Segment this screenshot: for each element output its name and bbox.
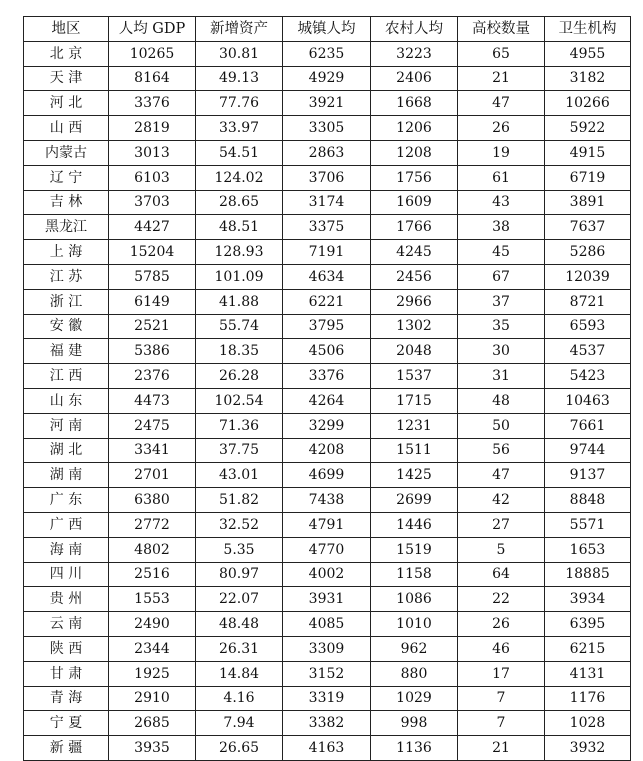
table-cell-new-assets: 18.35 xyxy=(196,339,283,364)
table-cell-rural-per-capita: 1715 xyxy=(371,388,458,413)
table-cell-health-institutions: 12039 xyxy=(545,264,631,289)
table-row xyxy=(24,736,631,761)
table-cell-region: 浙 江 xyxy=(24,289,109,314)
table-cell-university-count: 31 xyxy=(458,364,545,389)
table-cell-health-institutions: 1028 xyxy=(545,711,631,736)
table-cell-urban-per-capita: 7191 xyxy=(283,240,371,265)
column-header-urban-per-capita: 城镇人均 xyxy=(283,17,371,42)
table-row xyxy=(24,661,631,686)
table-cell-rural-per-capita: 1446 xyxy=(371,512,458,537)
table-cell-new-assets: 32.52 xyxy=(196,512,283,537)
table-cell-urban-per-capita: 4085 xyxy=(283,612,371,637)
table-row xyxy=(24,488,631,513)
table-cell-new-assets: 124.02 xyxy=(196,165,283,190)
table-cell-university-count: 48 xyxy=(458,388,545,413)
table-body xyxy=(24,41,631,760)
table-cell-urban-per-capita: 3375 xyxy=(283,215,371,240)
table-cell-new-assets: 26.65 xyxy=(196,736,283,761)
table-cell-region: 贵 州 xyxy=(24,587,109,612)
table-cell-region: 广 东 xyxy=(24,488,109,513)
table-cell-university-count: 19 xyxy=(458,140,545,165)
table-cell-rural-per-capita: 962 xyxy=(371,636,458,661)
table-cell-rural-per-capita: 880 xyxy=(371,661,458,686)
table-row xyxy=(24,165,631,190)
table-cell-health-institutions: 5922 xyxy=(545,116,631,141)
table-cell-gdp-per-capita: 2685 xyxy=(109,711,196,736)
table-cell-health-institutions: 9744 xyxy=(545,438,631,463)
table-cell-health-institutions: 1176 xyxy=(545,686,631,711)
table-cell-urban-per-capita: 6221 xyxy=(283,289,371,314)
table-cell-health-institutions: 5423 xyxy=(545,364,631,389)
table-cell-health-institutions: 7661 xyxy=(545,413,631,438)
table-cell-gdp-per-capita: 6103 xyxy=(109,165,196,190)
table-cell-new-assets: 71.36 xyxy=(196,413,283,438)
table-cell-health-institutions: 4537 xyxy=(545,339,631,364)
table-cell-new-assets: 5.35 xyxy=(196,537,283,562)
table-cell-university-count: 38 xyxy=(458,215,545,240)
table-cell-region: 安 徽 xyxy=(24,314,109,339)
table-cell-gdp-per-capita: 5386 xyxy=(109,339,196,364)
table-cell-university-count: 30 xyxy=(458,339,545,364)
table-cell-rural-per-capita: 1206 xyxy=(371,116,458,141)
table-cell-urban-per-capita: 4929 xyxy=(283,66,371,91)
table-cell-university-count: 37 xyxy=(458,289,545,314)
table-cell-urban-per-capita: 3299 xyxy=(283,413,371,438)
region-statistics-table xyxy=(23,16,631,761)
table-cell-new-assets: 43.01 xyxy=(196,463,283,488)
table-header xyxy=(24,17,631,42)
table-cell-region: 内蒙古 xyxy=(24,140,109,165)
table-cell-rural-per-capita: 1010 xyxy=(371,612,458,637)
table-cell-urban-per-capita: 4264 xyxy=(283,388,371,413)
table-cell-region: 陕 西 xyxy=(24,636,109,661)
table-row xyxy=(24,711,631,736)
table-cell-gdp-per-capita: 3013 xyxy=(109,140,196,165)
table-cell-rural-per-capita: 2048 xyxy=(371,339,458,364)
table-cell-urban-per-capita: 3382 xyxy=(283,711,371,736)
table-cell-rural-per-capita: 1668 xyxy=(371,91,458,116)
table-cell-university-count: 35 xyxy=(458,314,545,339)
table-cell-university-count: 7 xyxy=(458,686,545,711)
table-cell-region: 四 川 xyxy=(24,562,109,587)
table-cell-rural-per-capita: 1766 xyxy=(371,215,458,240)
table-cell-gdp-per-capita: 5785 xyxy=(109,264,196,289)
table-cell-health-institutions: 10463 xyxy=(545,388,631,413)
table-cell-urban-per-capita: 3795 xyxy=(283,314,371,339)
table-cell-gdp-per-capita: 2475 xyxy=(109,413,196,438)
table-cell-gdp-per-capita: 2701 xyxy=(109,463,196,488)
table-cell-rural-per-capita: 2406 xyxy=(371,66,458,91)
table-cell-region: 江 西 xyxy=(24,364,109,389)
table-cell-urban-per-capita: 3174 xyxy=(283,190,371,215)
table-cell-university-count: 26 xyxy=(458,116,545,141)
table-cell-new-assets: 37.75 xyxy=(196,438,283,463)
table-row xyxy=(24,240,631,265)
table-row xyxy=(24,438,631,463)
table-cell-rural-per-capita: 2456 xyxy=(371,264,458,289)
table-row xyxy=(24,463,631,488)
table-cell-university-count: 5 xyxy=(458,537,545,562)
table-cell-health-institutions: 8721 xyxy=(545,289,631,314)
table-cell-university-count: 21 xyxy=(458,66,545,91)
table-cell-rural-per-capita: 1756 xyxy=(371,165,458,190)
table-cell-urban-per-capita: 4634 xyxy=(283,264,371,289)
table-cell-region: 上 海 xyxy=(24,240,109,265)
table-cell-rural-per-capita: 1136 xyxy=(371,736,458,761)
header-row xyxy=(24,17,631,42)
table-cell-region: 黑龙江 xyxy=(24,215,109,240)
table-cell-gdp-per-capita: 4427 xyxy=(109,215,196,240)
table-cell-new-assets: 51.82 xyxy=(196,488,283,513)
table-cell-rural-per-capita: 1537 xyxy=(371,364,458,389)
table-cell-health-institutions: 6395 xyxy=(545,612,631,637)
table-cell-new-assets: 102.54 xyxy=(196,388,283,413)
table-cell-gdp-per-capita: 4473 xyxy=(109,388,196,413)
table-cell-region: 辽 宁 xyxy=(24,165,109,190)
table-cell-new-assets: 28.65 xyxy=(196,190,283,215)
table-cell-rural-per-capita: 1302 xyxy=(371,314,458,339)
table-cell-health-institutions: 4955 xyxy=(545,41,631,66)
table-row xyxy=(24,562,631,587)
table-cell-health-institutions: 3891 xyxy=(545,190,631,215)
table-cell-region: 河 北 xyxy=(24,91,109,116)
table-cell-rural-per-capita: 1511 xyxy=(371,438,458,463)
table-cell-gdp-per-capita: 3703 xyxy=(109,190,196,215)
table-cell-new-assets: 55.74 xyxy=(196,314,283,339)
table-cell-university-count: 21 xyxy=(458,736,545,761)
table-row xyxy=(24,140,631,165)
table-row xyxy=(24,116,631,141)
table-cell-new-assets: 7.94 xyxy=(196,711,283,736)
table-cell-urban-per-capita: 3319 xyxy=(283,686,371,711)
table-cell-region: 云 南 xyxy=(24,612,109,637)
table-cell-university-count: 56 xyxy=(458,438,545,463)
table-cell-gdp-per-capita: 4802 xyxy=(109,537,196,562)
table-cell-rural-per-capita: 1086 xyxy=(371,587,458,612)
table-cell-gdp-per-capita: 3376 xyxy=(109,91,196,116)
table-cell-region: 海 南 xyxy=(24,537,109,562)
table-row xyxy=(24,215,631,240)
table-cell-gdp-per-capita: 2910 xyxy=(109,686,196,711)
table-cell-rural-per-capita: 1208 xyxy=(371,140,458,165)
table-row xyxy=(24,339,631,364)
table-cell-university-count: 27 xyxy=(458,512,545,537)
table-cell-new-assets: 48.48 xyxy=(196,612,283,637)
table-cell-region: 山 东 xyxy=(24,388,109,413)
table-row xyxy=(24,289,631,314)
table-cell-urban-per-capita: 3921 xyxy=(283,91,371,116)
table-row xyxy=(24,587,631,612)
table-cell-new-assets: 54.51 xyxy=(196,140,283,165)
column-header-university-count: 高校数量 xyxy=(458,17,545,42)
table-cell-university-count: 67 xyxy=(458,264,545,289)
table-cell-new-assets: 77.76 xyxy=(196,91,283,116)
table-cell-new-assets: 22.07 xyxy=(196,587,283,612)
table-cell-new-assets: 14.84 xyxy=(196,661,283,686)
table-cell-health-institutions: 10266 xyxy=(545,91,631,116)
table-cell-region: 山 西 xyxy=(24,116,109,141)
table-cell-gdp-per-capita: 6149 xyxy=(109,289,196,314)
table-row xyxy=(24,364,631,389)
table-cell-rural-per-capita: 1519 xyxy=(371,537,458,562)
table-cell-university-count: 7 xyxy=(458,711,545,736)
table-cell-rural-per-capita: 4245 xyxy=(371,240,458,265)
table-cell-new-assets: 49.13 xyxy=(196,66,283,91)
table-cell-health-institutions: 5286 xyxy=(545,240,631,265)
column-header-health-institutions: 卫生机构 xyxy=(545,17,631,42)
column-header-region: 地区 xyxy=(24,17,109,42)
table-cell-urban-per-capita: 7438 xyxy=(283,488,371,513)
table-cell-urban-per-capita: 4506 xyxy=(283,339,371,364)
table-cell-health-institutions: 3932 xyxy=(545,736,631,761)
table-cell-urban-per-capita: 4163 xyxy=(283,736,371,761)
table-cell-gdp-per-capita: 1925 xyxy=(109,661,196,686)
table-row xyxy=(24,612,631,637)
table-cell-university-count: 17 xyxy=(458,661,545,686)
table-cell-health-institutions: 9137 xyxy=(545,463,631,488)
table-cell-urban-per-capita: 6235 xyxy=(283,41,371,66)
table-cell-new-assets: 30.81 xyxy=(196,41,283,66)
table-cell-gdp-per-capita: 8164 xyxy=(109,66,196,91)
table-cell-region: 天 津 xyxy=(24,66,109,91)
table-cell-new-assets: 26.31 xyxy=(196,636,283,661)
table-cell-university-count: 47 xyxy=(458,91,545,116)
table-cell-university-count: 46 xyxy=(458,636,545,661)
table-cell-health-institutions: 6215 xyxy=(545,636,631,661)
table-cell-health-institutions: 7637 xyxy=(545,215,631,240)
table-cell-rural-per-capita: 2966 xyxy=(371,289,458,314)
table-row xyxy=(24,91,631,116)
table-row xyxy=(24,636,631,661)
table-cell-gdp-per-capita: 2521 xyxy=(109,314,196,339)
table-cell-new-assets: 4.16 xyxy=(196,686,283,711)
table-cell-gdp-per-capita: 2344 xyxy=(109,636,196,661)
table-cell-health-institutions: 6719 xyxy=(545,165,631,190)
table-cell-rural-per-capita: 3223 xyxy=(371,41,458,66)
table-cell-new-assets: 26.28 xyxy=(196,364,283,389)
table-cell-university-count: 64 xyxy=(458,562,545,587)
table-cell-urban-per-capita: 4770 xyxy=(283,537,371,562)
table-cell-university-count: 42 xyxy=(458,488,545,513)
table-cell-region: 宁 夏 xyxy=(24,711,109,736)
table-cell-university-count: 47 xyxy=(458,463,545,488)
table-cell-health-institutions: 4131 xyxy=(545,661,631,686)
table-cell-rural-per-capita: 1231 xyxy=(371,413,458,438)
table-cell-region: 甘 肃 xyxy=(24,661,109,686)
table-cell-gdp-per-capita: 2376 xyxy=(109,364,196,389)
table-cell-region: 广 西 xyxy=(24,512,109,537)
table-cell-new-assets: 41.88 xyxy=(196,289,283,314)
table-cell-urban-per-capita: 3305 xyxy=(283,116,371,141)
table-cell-urban-per-capita: 4791 xyxy=(283,512,371,537)
column-header-gdp-per-capita: 人均 GDP xyxy=(109,17,196,42)
table-cell-rural-per-capita: 998 xyxy=(371,711,458,736)
table-cell-urban-per-capita: 4208 xyxy=(283,438,371,463)
table-cell-health-institutions: 3182 xyxy=(545,66,631,91)
table-cell-urban-per-capita: 3706 xyxy=(283,165,371,190)
table-cell-region: 福 建 xyxy=(24,339,109,364)
table-cell-region: 河 南 xyxy=(24,413,109,438)
table-cell-health-institutions: 8848 xyxy=(545,488,631,513)
table-row xyxy=(24,264,631,289)
table-cell-gdp-per-capita: 10265 xyxy=(109,41,196,66)
table-cell-region: 江 苏 xyxy=(24,264,109,289)
table-cell-urban-per-capita: 2863 xyxy=(283,140,371,165)
table-cell-gdp-per-capita: 1553 xyxy=(109,587,196,612)
table-cell-region: 北 京 xyxy=(24,41,109,66)
table-row xyxy=(24,190,631,215)
data-table-container xyxy=(23,16,630,761)
column-header-rural-per-capita: 农村人均 xyxy=(371,17,458,42)
table-cell-university-count: 45 xyxy=(458,240,545,265)
table-cell-urban-per-capita: 4002 xyxy=(283,562,371,587)
table-cell-new-assets: 80.97 xyxy=(196,562,283,587)
column-header-new-assets: 新增资产 xyxy=(196,17,283,42)
table-cell-health-institutions: 3934 xyxy=(545,587,631,612)
table-row xyxy=(24,537,631,562)
table-cell-health-institutions: 6593 xyxy=(545,314,631,339)
table-cell-university-count: 22 xyxy=(458,587,545,612)
table-cell-rural-per-capita: 1425 xyxy=(371,463,458,488)
table-cell-gdp-per-capita: 2772 xyxy=(109,512,196,537)
table-cell-urban-per-capita: 3309 xyxy=(283,636,371,661)
table-cell-health-institutions: 18885 xyxy=(545,562,631,587)
table-cell-urban-per-capita: 3931 xyxy=(283,587,371,612)
table-row xyxy=(24,66,631,91)
table-cell-gdp-per-capita: 2516 xyxy=(109,562,196,587)
table-cell-region: 吉 林 xyxy=(24,190,109,215)
table-cell-new-assets: 101.09 xyxy=(196,264,283,289)
table-row xyxy=(24,314,631,339)
table-cell-gdp-per-capita: 3341 xyxy=(109,438,196,463)
table-cell-urban-per-capita: 3376 xyxy=(283,364,371,389)
table-cell-university-count: 26 xyxy=(458,612,545,637)
table-cell-region: 新 疆 xyxy=(24,736,109,761)
table-cell-health-institutions: 5571 xyxy=(545,512,631,537)
table-cell-new-assets: 128.93 xyxy=(196,240,283,265)
table-cell-gdp-per-capita: 6380 xyxy=(109,488,196,513)
table-row xyxy=(24,41,631,66)
table-cell-new-assets: 33.97 xyxy=(196,116,283,141)
table-cell-urban-per-capita: 4699 xyxy=(283,463,371,488)
table-cell-region: 湖 北 xyxy=(24,438,109,463)
table-cell-university-count: 50 xyxy=(458,413,545,438)
table-cell-new-assets: 48.51 xyxy=(196,215,283,240)
table-row xyxy=(24,388,631,413)
table-cell-rural-per-capita: 2699 xyxy=(371,488,458,513)
table-row xyxy=(24,512,631,537)
table-cell-gdp-per-capita: 3935 xyxy=(109,736,196,761)
table-cell-gdp-per-capita: 2490 xyxy=(109,612,196,637)
table-cell-university-count: 61 xyxy=(458,165,545,190)
table-cell-rural-per-capita: 1029 xyxy=(371,686,458,711)
table-cell-rural-per-capita: 1158 xyxy=(371,562,458,587)
table-row xyxy=(24,686,631,711)
table-cell-health-institutions: 1653 xyxy=(545,537,631,562)
table-cell-university-count: 65 xyxy=(458,41,545,66)
table-cell-rural-per-capita: 1609 xyxy=(371,190,458,215)
table-row xyxy=(24,413,631,438)
table-cell-region: 青 海 xyxy=(24,686,109,711)
table-cell-health-institutions: 4915 xyxy=(545,140,631,165)
table-cell-urban-per-capita: 3152 xyxy=(283,661,371,686)
table-cell-gdp-per-capita: 15204 xyxy=(109,240,196,265)
table-cell-gdp-per-capita: 2819 xyxy=(109,116,196,141)
table-cell-region: 湖 南 xyxy=(24,463,109,488)
table-cell-university-count: 43 xyxy=(458,190,545,215)
